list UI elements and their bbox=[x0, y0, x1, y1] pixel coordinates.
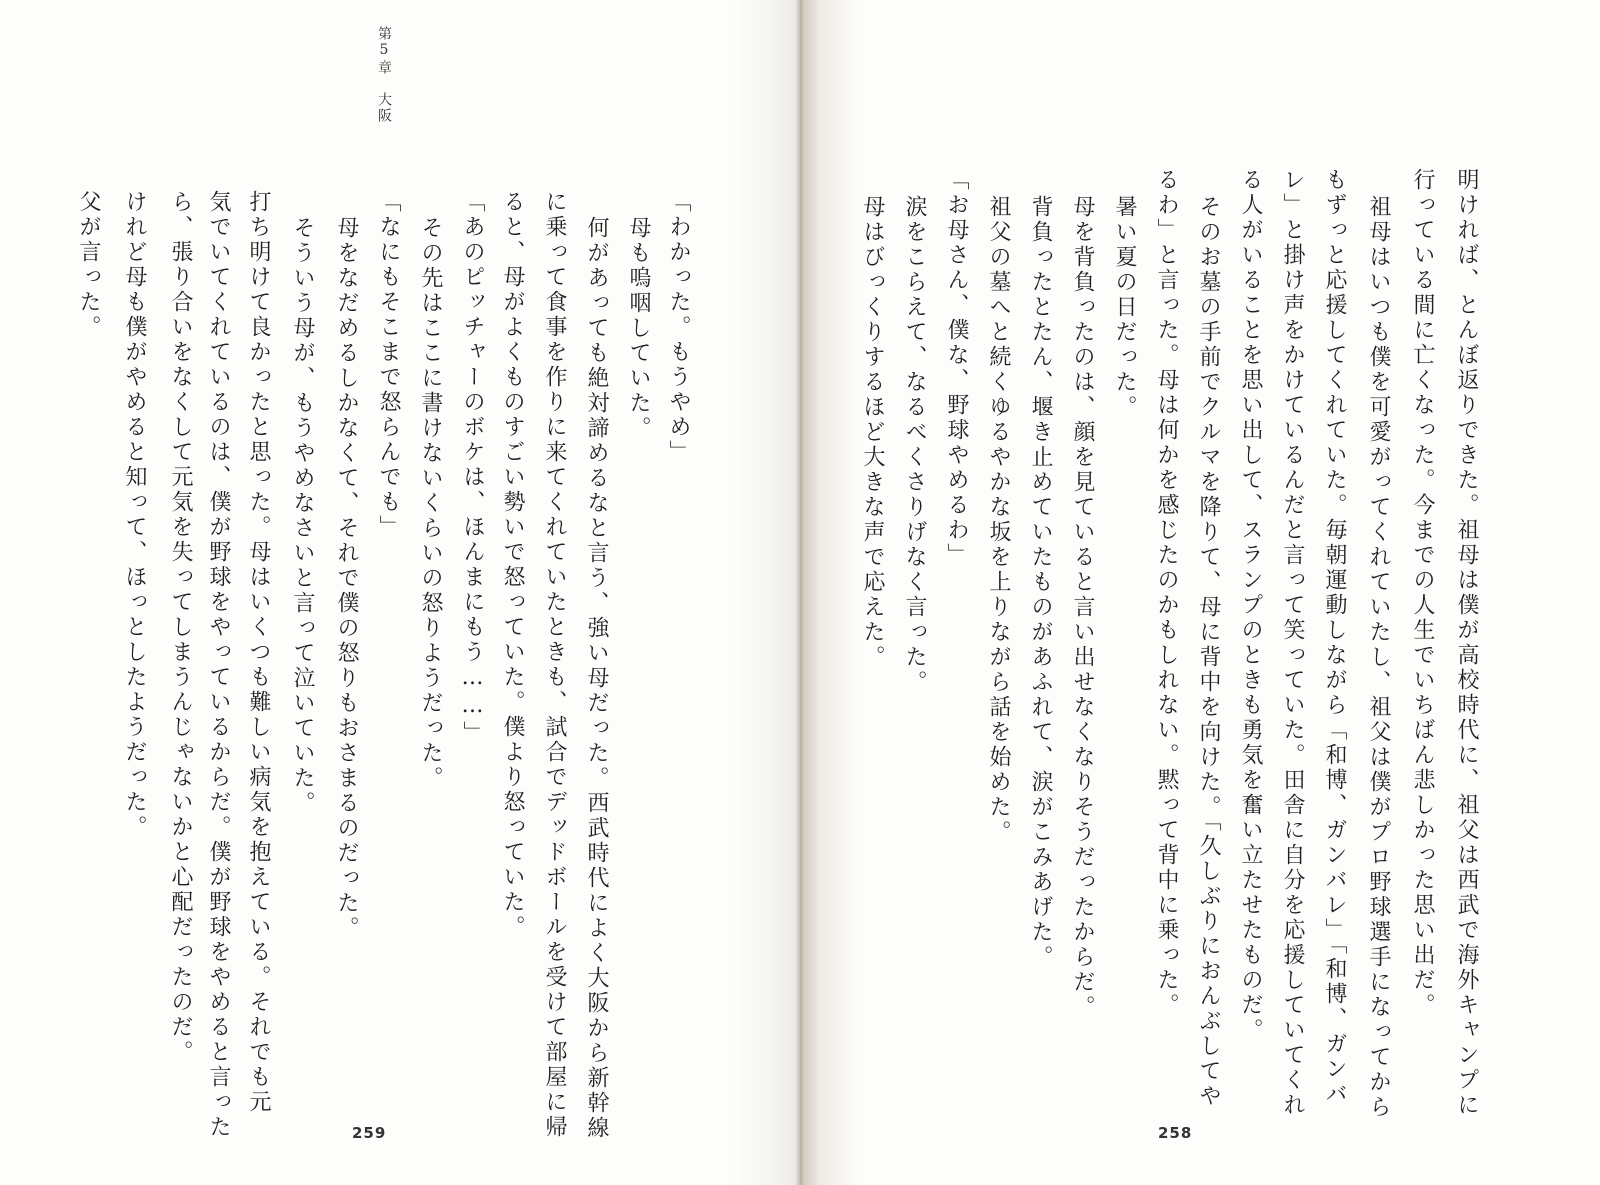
text-line: 明ければ、とんぼ返りできた。祖母は僕が高校時代に、祖父は西武で海外キャンプに bbox=[1454, 168, 1479, 1118]
text-line: に乗って食事を作りに来てくれていたときも、試合でデッドボールを受けて部屋に帰 bbox=[542, 190, 567, 1140]
text-line: 涙をこらえて、なるべくさりげなく言った。 bbox=[902, 195, 927, 695]
text-line: 母はびっくりするほど大きな声で応えた。 bbox=[860, 195, 885, 670]
text-line: る人がいることを思い出して、スランプのときも勇気を奮い立たせたものだ。 bbox=[1238, 168, 1263, 1043]
text-line: 「わかった。もうやめ」 bbox=[666, 190, 691, 465]
text-line: 祖母はいつも僕を可愛がってくれていたし、祖父は僕がプロ野球選手になってから bbox=[1366, 195, 1391, 1120]
text-line: るわ」と言った。母は何かを感じたのかもしれない。黙って背中に乗った。 bbox=[1154, 168, 1179, 1018]
text-line: その先はここに書けないくらいの怒りようだった。 bbox=[418, 216, 443, 791]
text-line: 「お母さん、僕な、野球やめるわ」 bbox=[944, 168, 969, 568]
text-line: ると、母がよくものすごい勢いで怒っていた。僕より怒っていた。 bbox=[500, 190, 525, 940]
text-line: 背負ったとたん、堰き止めていたものがあふれて、涙がこみあげた。 bbox=[1028, 195, 1053, 970]
page-number: 259 bbox=[352, 1124, 387, 1142]
text-line: 打ち明けて良かったと思った。母はいくつも難しい病気を抱えている。それでも元 bbox=[246, 190, 271, 1115]
text-line: 「なにもそこまで怒らんでも」 bbox=[376, 190, 401, 540]
text-line: 祖父の墓へと続くゆるやかな坂を上りながら話を始めた。 bbox=[986, 195, 1011, 845]
text-line: 何があっても絶対諦めるなと言う、強い母だった。西武時代によく大阪から新幹線 bbox=[584, 216, 609, 1141]
text-line: もずっと応援してくれていた。毎朝運動しながら「和博、ガンバレ」「和博、ガンバ bbox=[1322, 168, 1347, 1107]
text-line: 暑い夏の日だった。 bbox=[1112, 195, 1137, 420]
text-line: そういう母が、もうやめなさいと言って泣いていた。 bbox=[290, 216, 315, 816]
text-line: そのお墓の手前でクルマを降りて、母に背中を向けた。「久しぶりにおんぶしてや bbox=[1196, 195, 1221, 1109]
text-line: 母も嗚咽していた。 bbox=[626, 216, 651, 441]
text-line: 母をなだめるしかなくて、それで僕の怒りもおさまるのだった。 bbox=[334, 216, 359, 941]
running-head: 第5章 大阪 bbox=[376, 26, 392, 124]
text-line: 父が言った。 bbox=[76, 190, 101, 340]
text-line: 気でいてくれているのは、僕が野球をやっているからだ。僕が野球をやめると言った bbox=[206, 190, 231, 1140]
text-line: ら、張り合いをなくして元気を失ってしまうんじゃないかと心配だったのだ。 bbox=[168, 190, 193, 1065]
text-line: けれど母も僕がやめると知って、ほっとしたようだった。 bbox=[122, 190, 147, 840]
text-line: 「あのピッチャーのボケは、ほんまにもう……」 bbox=[460, 190, 485, 746]
page-number: 258 bbox=[1158, 1124, 1193, 1142]
text-line: 行っている間に亡くなった。今までの人生でいちばん悲しかった思い出だ。 bbox=[1410, 168, 1435, 1018]
right-page bbox=[800, 0, 1600, 1185]
text-line: 母を背負ったのは、顔を見ていると言い出せなくなりそうだったからだ。 bbox=[1070, 195, 1095, 1020]
text-line: レ」と掛け声をかけているんだと言って笑っていた。田舎に自分を応援していてくれ bbox=[1280, 168, 1305, 1118]
